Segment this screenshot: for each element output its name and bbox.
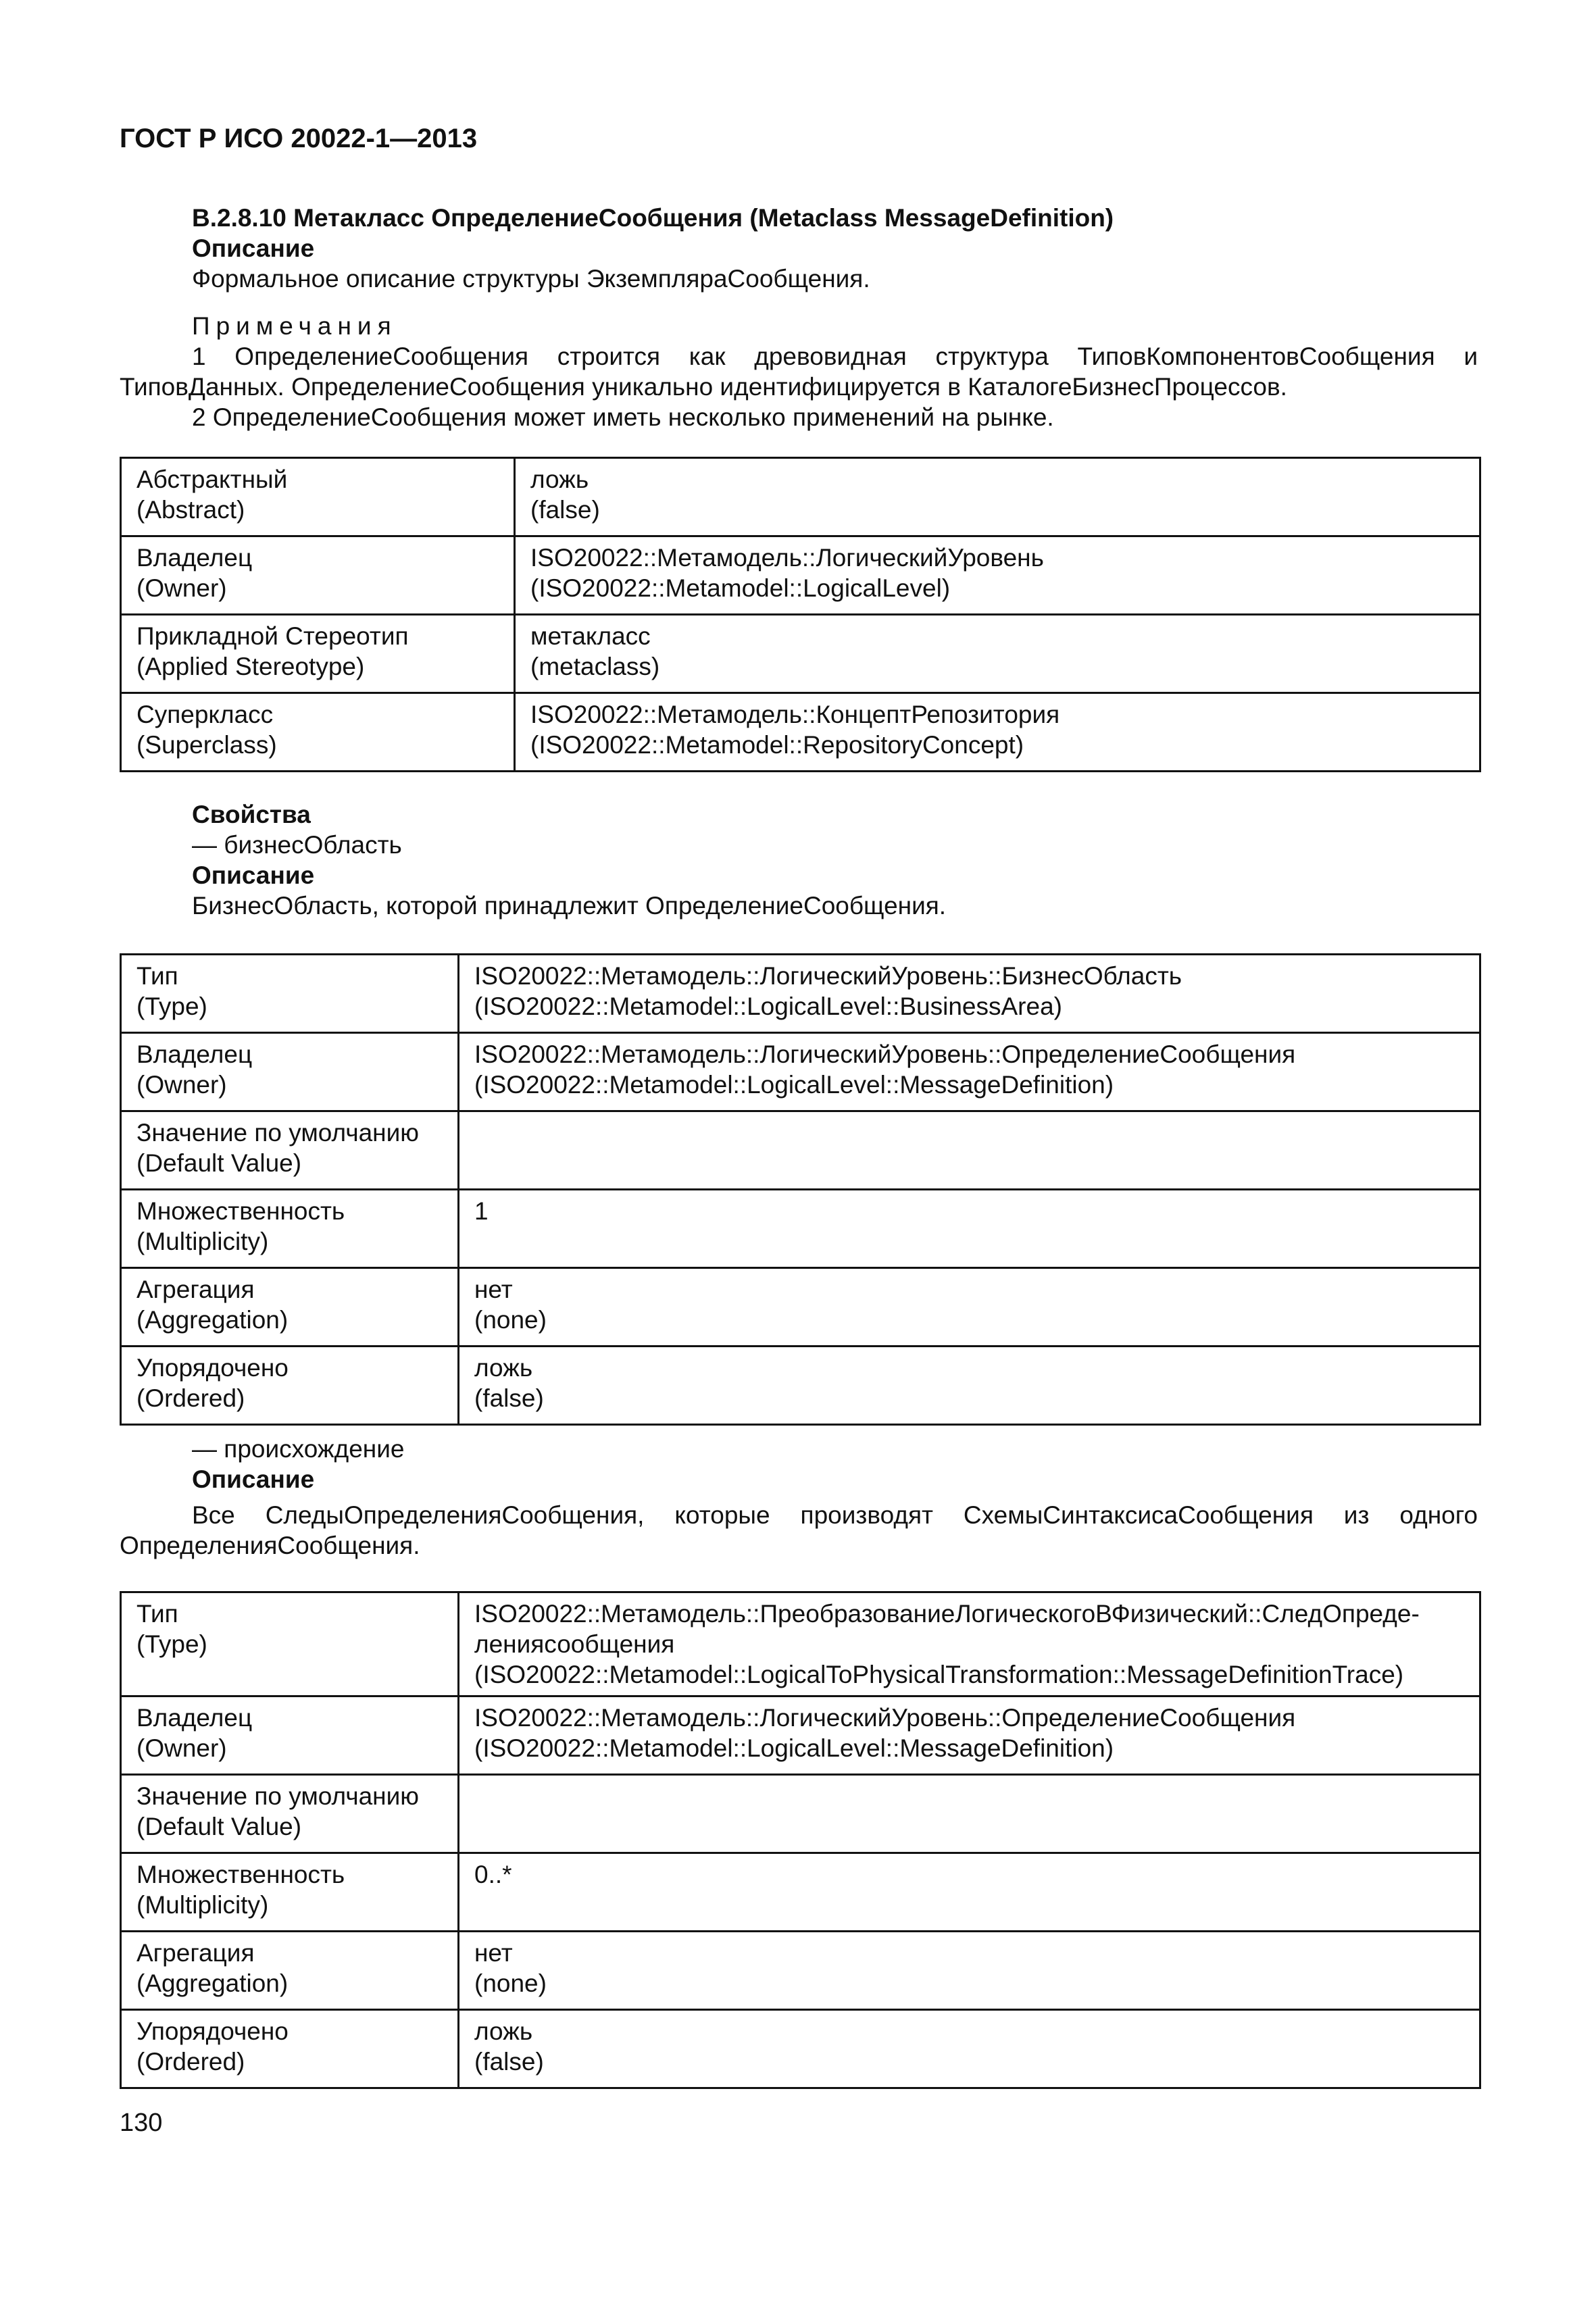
label-en: (Default Value) — [136, 1149, 302, 1177]
property-description-line-2: ОпределенияСообщения. — [120, 1532, 420, 1559]
table-row — [121, 536, 1480, 615]
label-ru: Агрегация — [136, 1276, 255, 1303]
note-1-line-1: 1 ОпределениеСообщения строится как древовидная структура ТиповКомпонентовСообщения и — [192, 343, 1478, 370]
label-ru: Множественность — [136, 1197, 345, 1225]
label-en: (Type) — [136, 992, 207, 1020]
value-line: (false) — [474, 2048, 544, 2076]
label-ru: Владелец — [136, 544, 253, 572]
label-en: (Applied Stereotype) — [136, 653, 365, 680]
label-en: (Type) — [136, 1630, 207, 1658]
property-label-cell — [121, 1853, 459, 1932]
table-row — [121, 615, 1480, 693]
label-en: (Ordered) — [136, 2048, 245, 2076]
value-line: ISO20022::Метамодель::ЛогическийУровень::БизнесОбласть — [474, 962, 1182, 990]
property-value-cell — [515, 536, 1480, 615]
label-ru: Прикладной Стереотип — [136, 622, 409, 650]
value-line: метакласс — [530, 622, 651, 650]
value-line: (metaclass) — [530, 653, 660, 680]
label-en: (Owner) — [136, 574, 227, 602]
table-row — [121, 1111, 1480, 1190]
label-ru: Значение по умолчанию — [136, 1782, 420, 1810]
value-line: 0..* — [474, 1861, 512, 1888]
property-value-cell — [459, 1592, 1480, 1696]
value-line: ISO20022::Метамодель::ПреобразованиеЛогическогоВФизический::СледОпреде- — [474, 1600, 1420, 1628]
value-line: (ISO20022::Metamodel::LogicalLevel::MessageDefinition) — [474, 1071, 1114, 1099]
label-en: (Superclass) — [136, 731, 277, 759]
property-value-cell — [459, 2010, 1480, 2088]
label-ru: Значение по умолчанию — [136, 1119, 420, 1147]
property-label-cell — [121, 693, 515, 772]
value-line: ISO20022::Метамодель::ЛогическийУровень::ОпределениеСообщения — [474, 1040, 1296, 1068]
description-text: Формальное описание структуры ЭкземпляраСообщения. — [192, 265, 870, 293]
origin-table — [120, 1591, 1481, 2089]
label-en: (Owner) — [136, 1734, 227, 1762]
label-en: (Default Value) — [136, 1813, 302, 1840]
property-label-cell — [121, 615, 515, 693]
table-row — [121, 1775, 1480, 1853]
metaclass-table — [120, 457, 1481, 772]
value-line: ложь — [474, 2017, 533, 2045]
property-label-cell — [121, 458, 515, 536]
label-ru: Тип — [136, 1600, 178, 1628]
label-en: (Owner) — [136, 1071, 227, 1099]
value-line: ISO20022::Метамодель::ЛогическийУровень — [530, 544, 1044, 572]
property-label-cell — [121, 536, 515, 615]
label-en: (Ordered) — [136, 1384, 245, 1412]
value-line: (ISO20022::Metamodel::RepositoryConcept) — [530, 731, 1024, 759]
table-row — [121, 955, 1480, 1033]
page-number: 130 — [120, 2109, 163, 2137]
property-label-cell — [121, 955, 459, 1033]
label-ru: Суперкласс — [136, 701, 274, 728]
property-origin — [120, 1434, 1478, 1561]
value-line: ложь — [530, 466, 589, 493]
value-line: (false) — [530, 496, 600, 524]
property-value-cell — [459, 1268, 1480, 1347]
table-row — [121, 1268, 1480, 1347]
notes-label: Примечания — [192, 312, 397, 340]
label-ru: Владелец — [136, 1704, 253, 1732]
property-description-line-1: Все СледыОпределенияСообщения, которые производят СхемыСинтаксисаСообщения из одного — [192, 1501, 1478, 1529]
property-description-text: БизнесОбласть, которой принадлежит ОпределениеСообщения. — [192, 892, 947, 920]
property-description-label: Описание — [192, 861, 315, 889]
notes-block — [120, 311, 1478, 432]
property-name: — бизнесОбласть — [192, 831, 402, 859]
origin-table-body — [121, 1592, 1480, 2088]
table-row — [121, 1696, 1480, 1775]
table-row — [121, 458, 1480, 536]
property-label-cell — [121, 2010, 459, 2088]
table-row — [121, 1853, 1480, 1932]
table-row — [121, 1033, 1480, 1111]
properties-label: Свойства — [192, 801, 311, 828]
value-line: ложь — [474, 1354, 533, 1382]
property-value-cell — [459, 955, 1480, 1033]
table-row — [121, 1347, 1480, 1425]
property-value-cell — [515, 458, 1480, 536]
property-label-cell — [121, 1268, 459, 1347]
value-line: (none) — [474, 1969, 547, 1997]
property-value-cell — [459, 1775, 1480, 1853]
value-line: 1 — [474, 1197, 489, 1225]
value-line: нет — [474, 1939, 513, 1967]
metaclass-table-body — [121, 458, 1480, 772]
table-row — [121, 1932, 1480, 2010]
property-label-cell — [121, 1775, 459, 1853]
value-line: лениясообщения — [474, 1630, 675, 1658]
property-description-label: Описание — [192, 1465, 315, 1493]
property-value-cell — [515, 615, 1480, 693]
value-line: (ISO20022::Metamodel::LogicalToPhysicalTransformation::MessageDefinitionTrace) — [474, 1661, 1404, 1688]
property-label-cell — [121, 1111, 459, 1190]
value-line: ISO20022::Метамодель::КонцептРепозитория — [530, 701, 1060, 728]
table-row — [121, 1592, 1480, 1696]
property-value-cell — [515, 693, 1480, 772]
property-label-cell — [121, 1932, 459, 2010]
label-ru: Множественность — [136, 1861, 345, 1888]
property-label-cell — [121, 1033, 459, 1111]
label-en: (Multiplicity) — [136, 1228, 269, 1255]
value-line: (false) — [474, 1384, 544, 1412]
value-line: (none) — [474, 1306, 547, 1334]
table-row — [121, 1190, 1480, 1268]
section-heading: B.2.8.10 Метакласс ОпределениеСообщения (Metaclass MessageDefinition) — [192, 204, 1114, 232]
note-1-line-2: ТиповДанных. ОпределениеСообщения уникально идентифицируется в КаталогеБизнесПроцессов. — [120, 373, 1287, 401]
label-ru: Владелец — [136, 1040, 253, 1068]
property-label-cell — [121, 1592, 459, 1696]
property-value-cell — [459, 1853, 1480, 1932]
business-area-table-body — [121, 955, 1480, 1425]
property-label-cell — [121, 1696, 459, 1775]
description-label: Описание — [192, 234, 315, 262]
label-ru: Абстрактный — [136, 466, 288, 493]
property-label-cell — [121, 1190, 459, 1268]
value-line: (ISO20022::Metamodel::LogicalLevel::MessageDefinition) — [474, 1734, 1114, 1762]
property-value-cell — [459, 1190, 1480, 1268]
table-row — [121, 2010, 1480, 2088]
value-line: (ISO20022::Metamodel::LogicalLevel) — [530, 574, 951, 602]
property-label-cell — [121, 1347, 459, 1425]
value-line: нет — [474, 1276, 513, 1303]
business-area-table — [120, 953, 1481, 1426]
label-en: (Aggregation) — [136, 1969, 289, 1997]
label-ru: Упорядочено — [136, 2017, 289, 2045]
value-line: (ISO20022::Metamodel::LogicalLevel::BusinessArea) — [474, 992, 1062, 1020]
label-en: (Abstract) — [136, 496, 245, 524]
note-2: 2 ОпределениеСообщения может иметь несколько применений на рынке. — [192, 403, 1054, 431]
property-value-cell — [459, 1033, 1480, 1111]
section-intro — [120, 203, 1550, 294]
property-value-cell — [459, 1932, 1480, 2010]
property-value-cell — [459, 1111, 1480, 1190]
property-name: — происхождение — [192, 1435, 405, 1463]
label-en: (Multiplicity) — [136, 1891, 269, 1919]
label-ru: Упорядочено — [136, 1354, 289, 1382]
label-ru: Тип — [136, 962, 178, 990]
property-value-cell — [459, 1696, 1480, 1775]
property-business-area — [120, 799, 1550, 921]
label-ru: Агрегация — [136, 1939, 255, 1967]
label-en: (Aggregation) — [136, 1306, 289, 1334]
property-value-cell — [459, 1347, 1480, 1425]
document-header: ГОСТ Р ИСО 20022-1—2013 — [120, 124, 478, 153]
value-line: ISO20022::Метамодель::ЛогическийУровень::ОпределениеСообщения — [474, 1704, 1296, 1732]
table-row — [121, 693, 1480, 772]
